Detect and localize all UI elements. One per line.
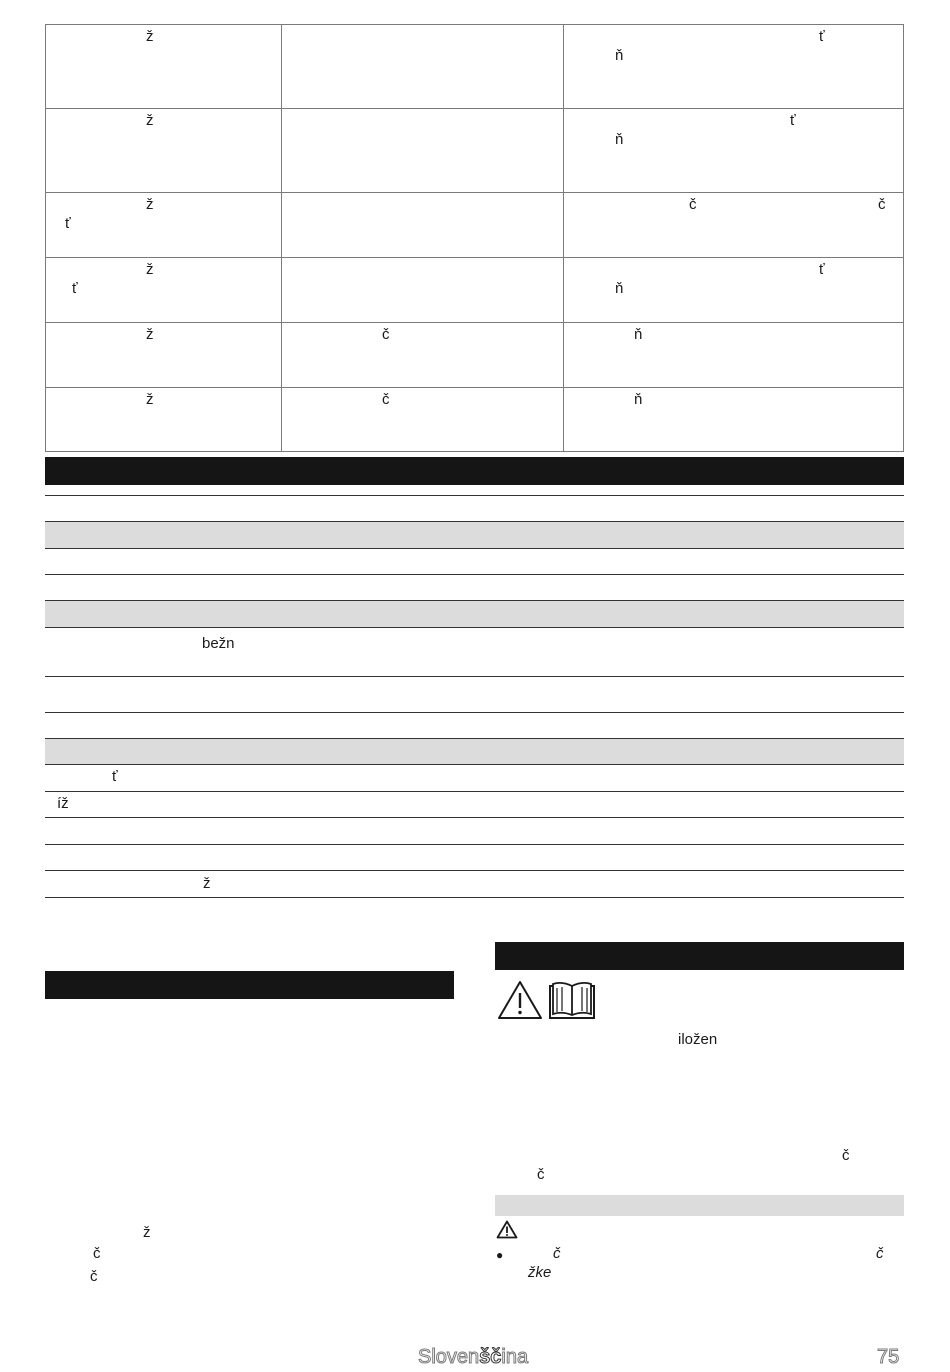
table-row-text: ž [203,875,211,892]
table-rule [45,870,904,871]
body-text: č [90,1268,98,1285]
table-rule [45,738,904,739]
table-cell-text: ň [634,326,643,343]
row-divider [46,387,903,388]
table-rule [45,574,904,575]
table-rule [45,600,904,601]
table-cell-text: ň [634,391,643,408]
table-cell-text: ň [615,280,624,297]
table-rule [45,712,904,713]
table-cell-text: č [689,196,697,213]
table-row-text: bežn [202,635,235,652]
table-row-text: íž [57,795,69,812]
body-text: č [537,1166,545,1183]
table-rule [45,791,904,792]
table-cell-text: ť [72,280,78,297]
table-cell-text: ž [146,112,154,129]
footer-language-bold: šč [479,1346,502,1368]
left-section-header-bar [45,971,454,999]
footer-language-suffix: ina [501,1346,529,1368]
table-row-text: ť [112,768,118,785]
table-rule [45,495,904,496]
table-cell-text: ž [146,391,154,408]
table-cell-text: č [382,391,390,408]
body-text: iložen [678,1031,718,1048]
row-divider [46,192,903,193]
body-text: č [93,1245,101,1262]
body-text: č [842,1147,850,1164]
body-text: č [876,1245,884,1262]
caution-header-bar [495,1195,904,1216]
body-text: č [553,1245,561,1262]
table-cell-text: ť [819,261,825,278]
table-rule [45,844,904,845]
table-cell-text: ň [615,131,624,148]
table-cell-text: ť [819,28,825,45]
table-rule [45,548,904,549]
body-text: ž [143,1224,151,1241]
right-section-header-bar [495,942,904,970]
footer-language-prefix: Sloven [418,1346,480,1368]
open-book-icon [548,980,596,1020]
table-rule [45,817,904,818]
table-group-header [45,522,904,548]
table-rule [45,764,904,765]
caution-warning-icon [496,1220,518,1239]
bullet-icon: ● [496,1248,504,1262]
top-table [45,24,904,452]
footer-language [418,1346,528,1369]
table-cell-text: ň [615,47,624,64]
table-rule [45,897,904,898]
table-group-header [45,601,904,627]
section-header-bar [45,457,904,485]
table-cell-text: ť [790,112,796,129]
table-cell-text: ž [146,28,154,45]
table-rule [45,627,904,628]
row-divider [46,257,903,258]
table-cell-text: č [382,326,390,343]
table-cell-text: č [878,196,886,213]
row-divider [46,108,903,109]
table-rule [45,676,904,677]
table-cell-text: ž [146,261,154,278]
table-cell-text: ť [65,215,71,232]
table-cell-text: ž [146,326,154,343]
table-rule [45,521,904,522]
table-cell-text: ž [146,196,154,213]
row-divider [46,322,903,323]
body-text: žke [528,1264,552,1281]
table-group-header [45,739,904,764]
warning-triangle-icon [497,980,543,1020]
page-number: 75 [877,1346,900,1368]
